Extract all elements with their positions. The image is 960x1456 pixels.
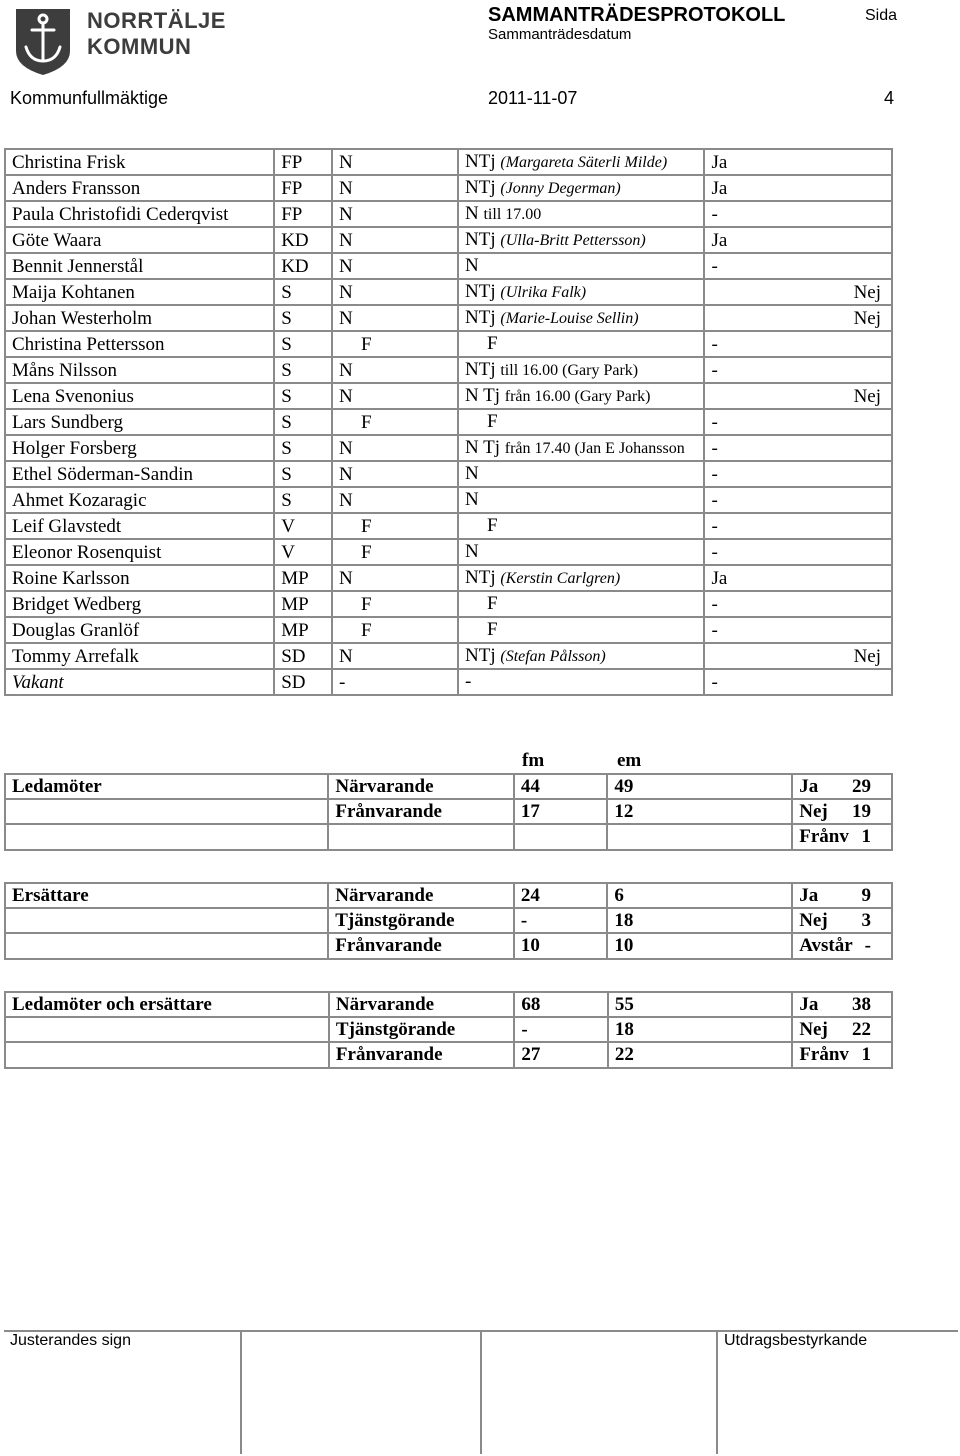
member-vote: Nej — [704, 279, 892, 305]
summary-row — [5, 883, 892, 908]
summary-vote — [792, 1017, 892, 1042]
substitute-note: (Margareta Säterli Milde) — [500, 154, 668, 171]
vote-label: Frånv — [799, 1044, 849, 1066]
attendance-em — [458, 643, 704, 669]
attendance-em-code: NTj — [465, 281, 496, 302]
attendance-fm: N — [332, 357, 458, 383]
attendance-fm: F — [332, 331, 458, 357]
attendance-fm: N — [332, 149, 458, 175]
member-vote: - — [704, 435, 892, 461]
page-number: 4 — [884, 88, 895, 108]
member-vote: - — [704, 409, 892, 435]
attendance-fm: - — [332, 669, 458, 695]
attendance-fm: N — [332, 305, 458, 331]
summary-em-count: 6 — [607, 883, 792, 908]
member-vote: Ja — [704, 565, 892, 591]
member-name: Roine Karlsson — [5, 565, 274, 591]
member-party: S — [274, 305, 332, 331]
summary-fm-count — [514, 824, 608, 849]
attendance-fm: N — [332, 383, 458, 409]
attendance-em — [458, 409, 704, 435]
vote-count: 19 — [852, 801, 871, 823]
attendance-em-code: N Tj — [465, 385, 501, 406]
attendance-em-code: NTj — [465, 359, 496, 380]
member-row — [5, 305, 892, 331]
attendance-em-code: N — [465, 463, 479, 484]
attendance-em — [458, 435, 704, 461]
member-row — [5, 565, 892, 591]
member-name: Bennit Jennerstål — [5, 253, 274, 279]
vote-label: Ja — [799, 994, 819, 1016]
vote-label: Avstår — [799, 935, 853, 957]
member-row — [5, 435, 892, 461]
summary-fm-count: - — [514, 908, 608, 933]
member-row — [5, 227, 892, 253]
summary-category — [328, 824, 514, 849]
summary-group-label: Ledamöter och ersättare — [5, 992, 329, 1017]
member-vote: - — [704, 253, 892, 279]
vote-label: Nej — [799, 910, 828, 932]
summary-row — [5, 1042, 892, 1067]
attendance-fm: F — [332, 591, 458, 617]
member-party: SD — [274, 643, 332, 669]
member-vote: - — [704, 331, 892, 357]
summary-fm-count: 17 — [514, 799, 608, 824]
substitute-note: från 16.00 (Gary Park) — [504, 388, 651, 405]
member-party: MP — [274, 591, 332, 617]
member-party: S — [274, 331, 332, 357]
vote-count: 3 — [861, 910, 871, 932]
member-row — [5, 539, 892, 565]
member-vote: Nej — [704, 305, 892, 331]
attendance-em — [458, 461, 704, 487]
substitute-note: (Kerstin Carlgren) — [500, 570, 621, 587]
summary-row — [5, 1017, 892, 1042]
summary-em-count: 18 — [608, 1017, 793, 1042]
member-vote: - — [704, 513, 892, 539]
attendance-fm: N — [332, 253, 458, 279]
attendance-fm: F — [332, 617, 458, 643]
member-vote: - — [704, 539, 892, 565]
member-party: S — [274, 487, 332, 513]
vote-count: 9 — [861, 885, 871, 907]
member-name: Ethel Söderman-Sandin — [5, 461, 274, 487]
attendance-em-code: NTj — [465, 645, 496, 666]
vote-label: Nej — [799, 1019, 828, 1041]
member-row — [5, 383, 892, 409]
member-name: Christina Frisk — [5, 149, 274, 175]
member-party: V — [274, 539, 332, 565]
member-row — [5, 409, 892, 435]
summary-row — [5, 774, 892, 799]
member-row — [5, 591, 892, 617]
substitute-note: (Ulla-Britt Pettersson) — [500, 232, 646, 249]
member-name: Lars Sundberg — [5, 409, 274, 435]
summary-group-label-empty — [5, 908, 328, 933]
summary-vote — [792, 883, 892, 908]
member-vote: - — [704, 617, 892, 643]
substitute-note: från 17.40 (Jan E Johansson — [504, 440, 685, 457]
member-vote: - — [704, 461, 892, 487]
member-party: S — [274, 461, 332, 487]
signature-box-divider — [480, 1330, 482, 1454]
member-name: Johan Westerholm — [5, 305, 274, 331]
attendance-em-code: NTj — [465, 567, 496, 588]
signature-box-divider — [716, 1330, 718, 1454]
meeting-date: 2011-11-07 — [488, 88, 578, 108]
justerandes-sign-label: Justerandes sign — [10, 1332, 131, 1349]
vote-label: Ja — [799, 776, 819, 798]
summary-vote — [792, 824, 892, 849]
attendance-em-code: F — [487, 333, 498, 354]
summary-category: Frånvarande — [328, 933, 514, 958]
summary-group-label: Ersättare — [5, 883, 328, 908]
vote-label: Nej — [799, 801, 828, 823]
summary-em-count: 18 — [607, 908, 792, 933]
member-name: Lena Svenonius — [5, 383, 274, 409]
summary-vote — [792, 908, 892, 933]
summary-em-count: 55 — [608, 992, 793, 1017]
attendance-em — [458, 565, 704, 591]
member-vote: - — [704, 669, 892, 695]
member-party: SD — [274, 669, 332, 695]
summary-fm-count: 27 — [514, 1042, 607, 1067]
member-vote: Ja — [704, 227, 892, 253]
member-name: Leif Glavstedt — [5, 513, 274, 539]
member-row — [5, 617, 892, 643]
attendance-em-code: NTj — [465, 151, 496, 172]
attendance-fm: F — [332, 513, 458, 539]
member-party: FP — [274, 201, 332, 227]
attendance-em-code: N — [465, 489, 479, 510]
summary-em-count: 10 — [607, 933, 792, 958]
vote-count: 29 — [852, 776, 871, 798]
attendance-em-code: F — [487, 411, 498, 432]
attendance-em — [458, 617, 704, 643]
summary-em-count: 22 — [608, 1042, 793, 1067]
attendance-em-code: NTj — [465, 229, 496, 250]
attendance-fm: N — [332, 643, 458, 669]
summary-fm-count: 24 — [514, 883, 608, 908]
summary-group-label-empty — [5, 824, 328, 849]
summary-vote — [792, 1042, 892, 1067]
summary-table-total — [4, 991, 893, 1069]
summary-vote — [792, 799, 892, 824]
attendance-em-code: N — [465, 255, 479, 276]
member-row — [5, 175, 892, 201]
substitute-note: (Jonny Degerman) — [500, 180, 621, 197]
member-vote: Nej — [704, 383, 892, 409]
attendance-fm: N — [332, 487, 458, 513]
body-name: Kommunfullmäktige — [10, 88, 169, 108]
attendance-em-code: F — [487, 515, 498, 536]
member-vote: Ja — [704, 149, 892, 175]
member-name: Douglas Granlöf — [5, 617, 274, 643]
attendance-em — [458, 669, 704, 695]
member-vote: Nej — [704, 643, 892, 669]
attendance-em — [458, 175, 704, 201]
member-party: KD — [274, 253, 332, 279]
summary-fm-count: 68 — [514, 992, 607, 1017]
attendance-em — [458, 383, 704, 409]
attendance-em — [458, 149, 704, 175]
document-title: SAMMANTRÄDESPROTOKOLL — [488, 4, 786, 26]
member-party: S — [274, 279, 332, 305]
summary-table-ledamoter — [4, 773, 893, 851]
member-name: Paula Christofidi Cederqvist — [5, 201, 274, 227]
attendance-em-code: N — [465, 203, 479, 224]
attendance-em — [458, 331, 704, 357]
summary-group-label: Ledamöter — [5, 774, 328, 799]
member-name: Eleonor Rosenquist — [5, 539, 274, 565]
attendance-fm: N — [332, 201, 458, 227]
vote-label: Frånv — [799, 826, 849, 848]
attendance-em-code: - — [465, 671, 472, 692]
summary-vote — [792, 774, 892, 799]
member-vote: - — [704, 201, 892, 227]
utdragsbestyrkande-label: Utdragsbestyrkande — [724, 1332, 868, 1349]
summary-em-count — [607, 824, 792, 849]
attendance-em — [458, 539, 704, 565]
summary-category: Tjänstgörande — [328, 908, 514, 933]
substitute-note: till 17.00 — [483, 206, 542, 223]
attendance-fm: F — [332, 409, 458, 435]
page-label: Sida — [865, 7, 898, 24]
member-row — [5, 461, 892, 487]
summary-header-em: em — [617, 750, 642, 771]
summary-group-label-empty — [5, 933, 328, 958]
member-row — [5, 201, 892, 227]
attendance-em — [458, 487, 704, 513]
member-row — [5, 279, 892, 305]
member-name: Vakant — [5, 669, 274, 695]
member-row — [5, 253, 892, 279]
attendance-fm: N — [332, 227, 458, 253]
summary-em-count: 12 — [607, 799, 792, 824]
member-row — [5, 643, 892, 669]
member-name: Bridget Wedberg — [5, 591, 274, 617]
vote-count: 38 — [852, 994, 871, 1016]
summary-category: Närvarande — [329, 992, 514, 1017]
vote-count: - — [864, 935, 871, 957]
brand-line-1: NORRTÄLJE — [87, 8, 226, 33]
member-row — [5, 149, 892, 175]
substitute-note: (Stefan Pålsson) — [500, 648, 606, 665]
attendance-em-code: N Tj — [465, 437, 501, 458]
member-vote: - — [704, 357, 892, 383]
brand-line-2: KOMMUN — [87, 34, 192, 59]
member-row — [5, 669, 892, 695]
municipality-name — [87, 8, 226, 60]
member-vote: - — [704, 487, 892, 513]
vote-count: 1 — [861, 1044, 871, 1066]
member-row — [5, 513, 892, 539]
member-party: FP — [274, 149, 332, 175]
summary-fm-count: 44 — [514, 774, 608, 799]
attendance-em-code: F — [487, 619, 498, 640]
summary-category: Närvarande — [328, 883, 514, 908]
attendance-fm: N — [332, 175, 458, 201]
summary-category: Närvarande — [328, 774, 514, 799]
attendance-em-code: NTj — [465, 177, 496, 198]
attendance-em-code: N — [465, 541, 479, 562]
summary-fm-count: 10 — [514, 933, 608, 958]
summary-header-fm: fm — [522, 750, 545, 771]
summary-row — [5, 933, 892, 958]
summary-group-label-empty — [5, 799, 328, 824]
summary-row — [5, 992, 892, 1017]
summary-group-label-empty — [5, 1017, 329, 1042]
attendance-em-code: F — [487, 593, 498, 614]
attendance-fm: N — [332, 461, 458, 487]
attendance-fm: N — [332, 435, 458, 461]
member-name: Ahmet Kozaragic — [5, 487, 274, 513]
attendance-em — [458, 305, 704, 331]
member-party: MP — [274, 565, 332, 591]
attendance-em — [458, 513, 704, 539]
member-party: S — [274, 383, 332, 409]
member-name: Holger Forsberg — [5, 435, 274, 461]
member-party: S — [274, 409, 332, 435]
member-name: Tommy Arrefalk — [5, 643, 274, 669]
member-row — [5, 331, 892, 357]
vote-count: 22 — [852, 1019, 871, 1041]
attendance-fm: N — [332, 565, 458, 591]
attendance-fm: N — [332, 279, 458, 305]
summary-table-ersattare — [4, 882, 893, 960]
member-name: Göte Waara — [5, 227, 274, 253]
municipality-logo — [12, 5, 74, 77]
summary-row — [5, 799, 892, 824]
member-party: FP — [274, 175, 332, 201]
summary-category: Frånvarande — [329, 1042, 514, 1067]
member-party: MP — [274, 617, 332, 643]
member-name: Anders Fransson — [5, 175, 274, 201]
member-party: S — [274, 357, 332, 383]
member-vote: Ja — [704, 175, 892, 201]
substitute-note: (Marie-Louise Sellin) — [500, 310, 639, 327]
summary-category: Tjänstgörande — [329, 1017, 514, 1042]
signature-footer — [4, 1330, 958, 1454]
signature-box-divider — [240, 1330, 242, 1454]
summary-em-count: 49 — [607, 774, 792, 799]
summary-group-label-empty — [5, 1042, 329, 1067]
member-row — [5, 487, 892, 513]
member-party: S — [274, 435, 332, 461]
attendance-table — [4, 148, 893, 696]
substitute-note: (Ulrika Falk) — [500, 284, 587, 301]
summary-fm-count: - — [514, 1017, 607, 1042]
attendance-em — [458, 253, 704, 279]
attendance-em — [458, 357, 704, 383]
attendance-em — [458, 591, 704, 617]
summary-vote — [792, 933, 892, 958]
member-name: Christina Pettersson — [5, 331, 274, 357]
member-vote: - — [704, 591, 892, 617]
attendance-em — [458, 227, 704, 253]
summary-row — [5, 908, 892, 933]
summary-vote — [792, 992, 892, 1017]
substitute-note: till 16.00 (Gary Park) — [500, 362, 639, 379]
member-party: V — [274, 513, 332, 539]
attendance-em — [458, 201, 704, 227]
member-row — [5, 357, 892, 383]
vote-count: 1 — [861, 826, 871, 848]
document-subtitle: Sammanträdesdatum — [488, 26, 632, 43]
vote-label: Ja — [799, 885, 819, 907]
summary-row — [5, 824, 892, 849]
member-name: Måns Nilsson — [5, 357, 274, 383]
member-party: KD — [274, 227, 332, 253]
attendance-fm: F — [332, 539, 458, 565]
member-name: Maija Kohtanen — [5, 279, 274, 305]
attendance-em — [458, 279, 704, 305]
summary-category: Frånvarande — [328, 799, 514, 824]
attendance-em-code: NTj — [465, 307, 496, 328]
